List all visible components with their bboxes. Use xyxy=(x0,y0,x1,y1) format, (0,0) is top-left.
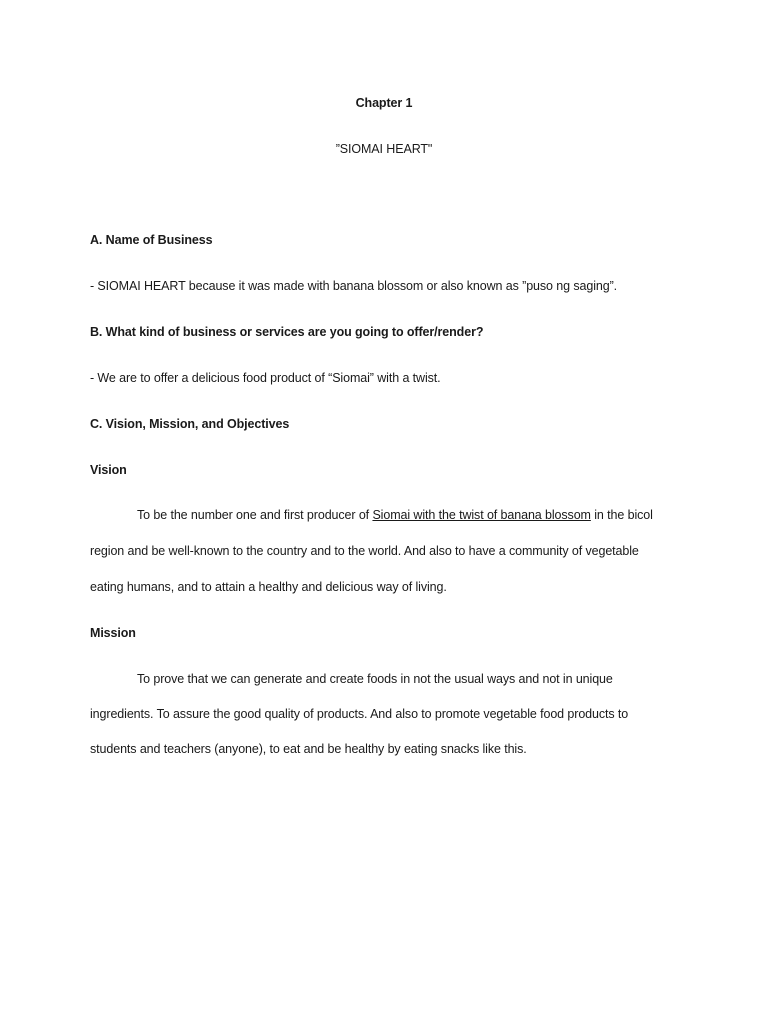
section-a-text: - SIOMAI HEART because it was made with banana blossom or also known as ”puso ng saging”. xyxy=(90,279,618,293)
vision-paragraph-line-3: eating humans, and to attain a healthy and delicious way of living. xyxy=(90,580,447,594)
vision-underlined-text: Siomai with the twist of banana blossom xyxy=(372,508,591,522)
mission-paragraph-line-3: students and teachers (anyone), to eat and be healthy by eating snacks like this. xyxy=(90,742,527,756)
vision-paragraph-line-2: region and be well-known to the country and to the world. And also to have a community of vegetable xyxy=(90,544,639,558)
vision-text-after: in the bicol xyxy=(590,508,653,522)
vision-heading: Vision xyxy=(90,463,127,477)
vision-paragraph-line-1 xyxy=(137,507,653,523)
document-title: ”SIOMAI HEART" xyxy=(335,142,433,156)
section-c-heading: C. Vision, Mission, and Objectives xyxy=(90,417,290,431)
section-b-heading: B. What kind of business or services are you going to offer/render? xyxy=(90,325,484,339)
mission-heading: Mission xyxy=(90,626,136,640)
chapter-heading: Chapter 1 xyxy=(355,96,413,110)
mission-paragraph-line-2: ingredients. To assure the good quality of products. And also to promote vegetable food products to xyxy=(90,707,629,721)
vision-text-before: To be the number one and first producer of xyxy=(137,508,373,522)
section-b-text: - We are to offer a delicious food product of “Siomai” with a twist. xyxy=(90,371,441,385)
mission-paragraph-line-1: To prove that we can generate and create foods in not the usual ways and not in unique xyxy=(137,672,613,686)
section-a-heading: A. Name of Business xyxy=(90,233,213,247)
